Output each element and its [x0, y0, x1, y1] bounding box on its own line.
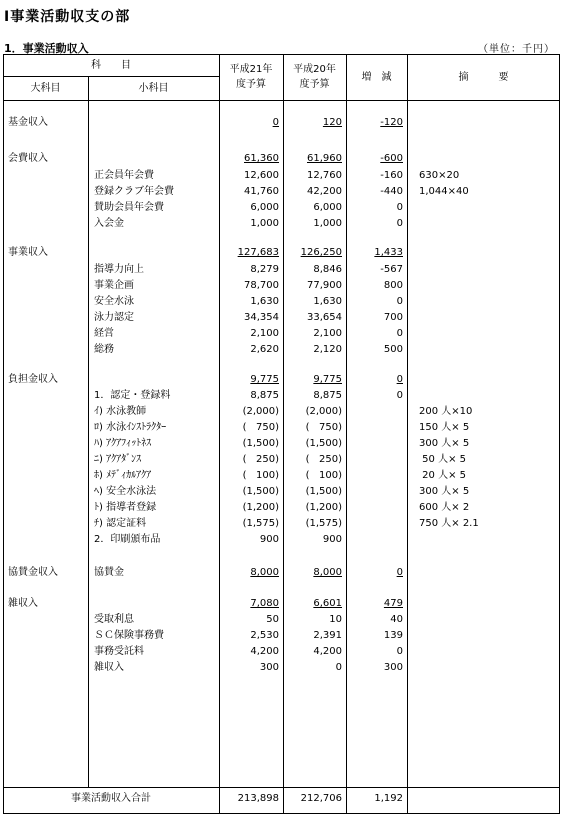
row-budget-21: 78,700: [244, 280, 279, 291]
row-budget-21: 900: [259, 534, 279, 545]
row-budget-20: 2,100: [313, 328, 342, 339]
row-budget-21: 50: [266, 614, 279, 625]
row-budget-20: (1,575): [305, 518, 342, 529]
row-budget-20: 8,000: [313, 567, 342, 578]
row-minor: ＳＣ保険事務費: [94, 630, 164, 641]
header-mid-divider: [3, 76, 219, 77]
row-note: 300 人× 5: [419, 438, 470, 449]
row-budget-21: 2,620: [250, 344, 279, 355]
row-budget-21: 8,875: [250, 390, 279, 401]
row-budget-21: 9,775: [250, 374, 279, 385]
row-minor: 総務: [94, 344, 114, 355]
row-change: 0: [396, 374, 403, 385]
header-divider: [3, 100, 560, 101]
header-category: 科 目: [91, 60, 131, 71]
row-minor: ﾎ) ﾒﾃﾞｨｶﾙｱｸｱ: [94, 470, 152, 481]
row-budget-21: 1,000: [250, 218, 279, 229]
row-budget-20: 126,250: [300, 247, 342, 258]
row-budget-20: 33,654: [307, 312, 342, 323]
row-major: 基金収入: [8, 117, 48, 128]
row-major: 会費収入: [8, 153, 48, 164]
row-budget-20: 4,200: [313, 646, 342, 657]
row-budget-21: ( 100): [242, 470, 279, 481]
row-minor: ﾄ) 指導者登録: [94, 502, 157, 513]
row-budget-20: 2,391: [313, 630, 342, 641]
row-minor: 正会員年会費: [94, 170, 154, 181]
row-budget-21: 4,200: [250, 646, 279, 657]
row-budget-20: (1,500): [305, 486, 342, 497]
row-budget-21: (1,200): [242, 502, 279, 513]
row-budget-20: 77,900: [307, 280, 342, 291]
row-minor: ﾛ) 水泳ｲﾝｽﾄﾗｸﾀｰ: [94, 422, 167, 433]
row-minor: 登録クラブ年会費: [94, 186, 174, 197]
section-heading: 1．事業活動収入: [4, 42, 89, 55]
row-budget-20: 1,000: [313, 218, 342, 229]
row-budget-21: 2,530: [250, 630, 279, 641]
row-change: 0: [396, 390, 403, 401]
row-note: 750 人× 2.1: [419, 518, 479, 529]
row-change: -440: [380, 186, 403, 197]
row-minor: 受取利息: [94, 614, 134, 625]
col-divider: [88, 76, 89, 787]
row-change: 700: [383, 312, 403, 323]
row-budget-21: 8,000: [250, 567, 279, 578]
row-budget-20: (1,200): [305, 502, 342, 513]
row-minor: 安全水泳: [94, 296, 134, 307]
row-change: 139: [383, 630, 403, 641]
row-budget-21: 127,683: [237, 247, 279, 258]
row-minor: 入会金: [94, 218, 124, 229]
row-change: -600: [380, 153, 403, 164]
row-change: -567: [380, 264, 403, 275]
row-change: 300: [383, 662, 403, 673]
row-budget-21: 41,760: [244, 186, 279, 197]
unit-label: （単位：千円）: [478, 44, 555, 55]
row-note: 1,044×40: [419, 186, 469, 197]
row-change: 0: [396, 202, 403, 213]
row-note: 50 人× 5: [419, 454, 467, 465]
row-budget-20: 6,601: [313, 598, 342, 609]
row-budget-21: 12,600: [244, 170, 279, 181]
row-minor: ｲ) 水泳教師: [94, 406, 147, 417]
row-note: 300 人× 5: [419, 486, 470, 497]
row-budget-20: 61,960: [307, 153, 342, 164]
row-change: -120: [380, 117, 403, 128]
row-minor: 事務受託料: [94, 646, 144, 657]
total-change: 1,192: [374, 793, 403, 804]
header-major: 大科目: [30, 83, 61, 94]
row-change: 0: [396, 218, 403, 229]
row-budget-21: 2,100: [250, 328, 279, 339]
row-minor: ﾁ) 認定証料: [94, 518, 147, 529]
header-budget-20: 平成20年 度予算: [293, 64, 336, 90]
row-budget-20: 8,875: [313, 390, 342, 401]
row-budget-20: 10: [329, 614, 342, 625]
row-budget-20: 6,000: [313, 202, 342, 213]
row-budget-20: ( 250): [305, 454, 342, 465]
header-minor: 小科目: [138, 83, 169, 94]
row-budget-21: 7,080: [250, 598, 279, 609]
row-major: 協賛金収入: [8, 567, 58, 578]
header-remarks: 摘 要: [458, 72, 509, 83]
row-note: 200 人×10: [419, 406, 473, 417]
total-budget-21: 213,898: [237, 793, 279, 804]
row-minor: 賛助会員年会費: [94, 202, 164, 213]
row-minor: ﾊ) ｱｸｱﾌｨｯﾄﾈｽ: [94, 438, 152, 449]
row-budget-21: (2,000): [242, 406, 279, 417]
row-minor: 指導力向上: [94, 264, 144, 275]
row-change: -160: [380, 170, 403, 181]
row-major: 負担金収入: [8, 374, 58, 385]
row-budget-21: 8,279: [250, 264, 279, 275]
row-budget-20: 2,120: [313, 344, 342, 355]
row-change: 0: [396, 567, 403, 578]
row-minor: 1．認定・登録料: [94, 390, 171, 401]
row-note: 150 人× 5: [419, 422, 470, 433]
row-budget-20: ( 100): [305, 470, 342, 481]
row-budget-20: 0: [335, 662, 342, 673]
row-budget-20: 900: [322, 534, 342, 545]
row-major: 事業収入: [8, 247, 48, 258]
row-budget-20: 42,200: [307, 186, 342, 197]
row-major: 雑収入: [8, 598, 38, 609]
row-change: 500: [383, 344, 403, 355]
row-note: 600 人× 2: [419, 502, 470, 513]
row-change: 0: [396, 296, 403, 307]
header-budget-21: 平成21年 度予算: [229, 64, 273, 90]
row-budget-20: 12,760: [307, 170, 342, 181]
col-divider: [407, 54, 408, 814]
row-minor: 事業企画: [94, 280, 134, 291]
row-change: 479: [383, 598, 403, 609]
header-change: 増 減: [361, 72, 392, 83]
row-minor: 雑収入: [94, 662, 124, 673]
row-budget-21: 1,630: [250, 296, 279, 307]
row-change: 0: [396, 646, 403, 657]
total-divider: [3, 787, 560, 788]
row-change: 1,433: [374, 247, 403, 258]
page-title: Ⅰ事業活動収支の部: [4, 9, 131, 25]
row-budget-21: 61,360: [244, 153, 279, 164]
row-change: 800: [383, 280, 403, 291]
row-note: 20 人× 5: [419, 470, 467, 481]
row-budget-20: ( 750): [305, 422, 342, 433]
row-budget-20: (1,500): [305, 438, 342, 449]
row-budget-21: (1,500): [242, 486, 279, 497]
row-minor: 2．印刷頒布品: [94, 534, 161, 545]
row-minor: ﾆ) ｱｸｱﾀﾞﾝｽ: [94, 454, 142, 465]
row-note: 630×20: [419, 170, 460, 181]
row-budget-21: ( 750): [242, 422, 279, 433]
row-budget-21: 6,000: [250, 202, 279, 213]
total-budget-20: 212,706: [300, 793, 342, 804]
row-change: 0: [396, 328, 403, 339]
row-budget-20: 120: [322, 117, 342, 128]
row-budget-21: 0: [272, 117, 279, 128]
row-change: 40: [390, 614, 403, 625]
row-budget-20: 8,846: [313, 264, 342, 275]
row-minor: 協賛金: [94, 567, 124, 578]
row-budget-21: (1,500): [242, 438, 279, 449]
row-budget-20: (2,000): [305, 406, 342, 417]
row-budget-21: 300: [259, 662, 279, 673]
row-budget-21: (1,575): [242, 518, 279, 529]
row-minor: 経営: [94, 328, 114, 339]
row-minor: ﾍ) 安全水泳法: [94, 486, 157, 497]
row-budget-20: 1,630: [313, 296, 342, 307]
row-budget-20: 9,775: [313, 374, 342, 385]
row-budget-21: ( 250): [242, 454, 279, 465]
row-budget-21: 34,354: [244, 312, 279, 323]
total-label: 事業活動収入合計: [71, 793, 151, 804]
row-minor: 泳力認定: [94, 312, 134, 323]
